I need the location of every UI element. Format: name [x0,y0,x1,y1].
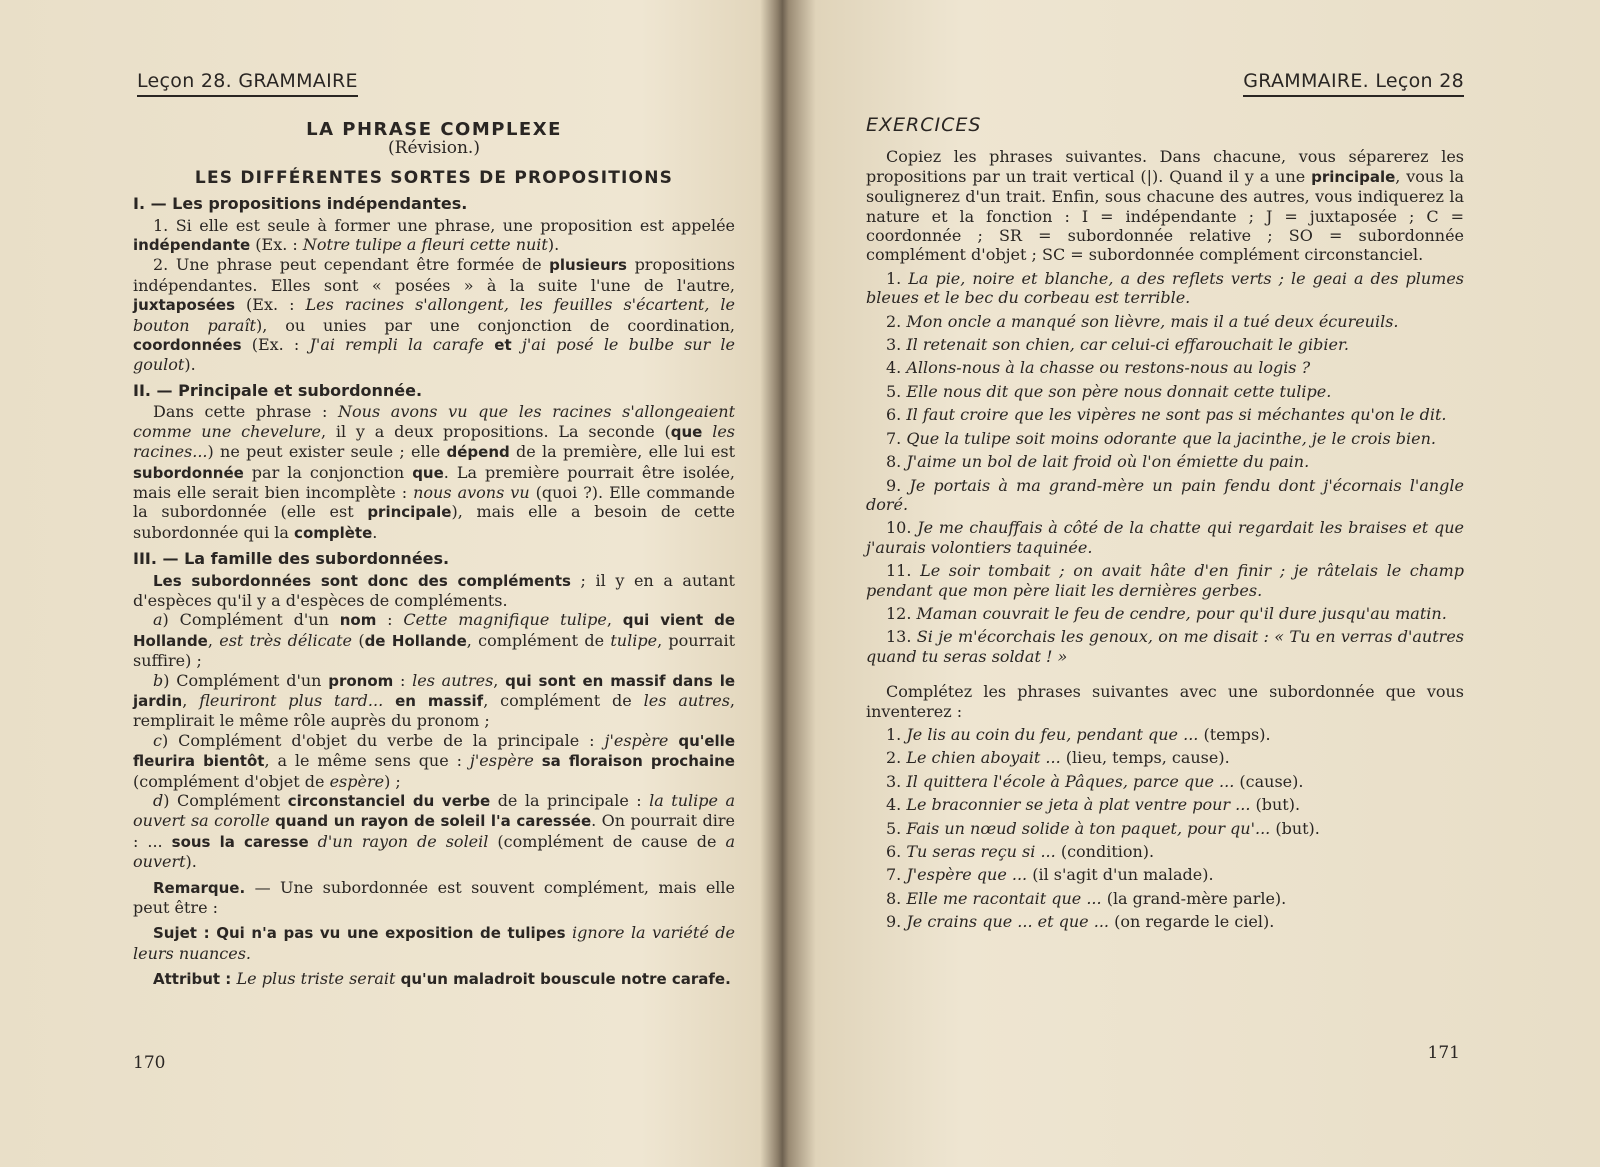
running-head-left: Leçon 28. GRAMMAIRE [137,70,358,97]
item-b-complement-pronom: b) Complément d'un pronom : les autres, qui sont en massif dans le jardin, fleuriront plus tard... en massif, complément de les autres, remplirait le même rôle auprès du pronom ; [133,670,736,731]
item-number: 5. [886,818,902,838]
item-number: 12. [886,603,912,623]
item-text: Elle me racontait que ... [906,888,1102,908]
exercise2-instructions: Complétez les phrases suivantes avec une subordonnée que vous inventerez : [866,682,1464,721]
item-hint: (cause). [1234,771,1304,791]
right-page-body [866,116,1464,932]
item-hint: (il s'agit d'un malade). [1027,865,1214,885]
list-item [866,912,1464,931]
item-number: 4. [886,358,902,378]
item-text: Il quittera l'école à Pâques, parce que ... [906,771,1235,791]
paragraph-subordonnees-intro: Les subordonnées sont donc des compléments ; il y en a autant d'espèces qu'il y a d'espèces de compléments. [133,570,735,610]
item-number: 13. [886,627,912,647]
section-heading-1: I. — Les propositions indépendantes. [133,194,468,214]
list-item [866,476,1464,515]
list-item [866,312,1464,331]
remarque: Remarque. — Une subordonnée est souvent complément, mais elle peut être : [133,877,735,918]
item-text: Maman couvrait le feu de cendre, pour qu'il dure jusqu'au matin. [916,603,1447,623]
list-item [866,748,1464,767]
item-number: 6. [886,405,902,425]
list-item [866,429,1464,448]
example-sujet: Sujet : Qui n'a pas vu une exposition de tulipes ignore la variété de leurs nuances. [133,923,736,963]
item-text: Le chien aboyait ... [906,748,1061,768]
item-number: 3. [886,335,902,355]
item-number: 6. [886,842,902,861]
item-number: 3. [886,771,902,791]
item-number: 2. [886,748,902,768]
item-number: 2. [886,311,902,331]
item-number: 5. [886,381,902,401]
item-number: 1. [886,268,902,288]
item-text: J'aime un bol de lait froid où l'on émiette du pain. [906,452,1310,472]
page-number-right: 171 [1427,1043,1460,1063]
item-number: 4. [886,795,902,815]
lesson-subtitle: (Révision.) [388,138,480,159]
item-number: 8. [886,452,902,472]
item-number: 1. [886,724,902,744]
list-item [866,627,1464,666]
list-item [866,518,1464,557]
page-number-left: 170 [133,1053,166,1073]
right-page [866,0,1464,1167]
item-a-complement-nom: a) Complément d'un nom : Cette magnifique tulipe, qui vient de Hollande, est très délicate (de Hollande, complément de tulipe, pourrait suffire) ; [133,610,736,671]
list-item [866,772,1464,791]
list-item [866,725,1464,744]
item-text: La pie, noire et blanche, a des reflets verts ; le geai a des plumes bleues et le bec du corbeau est terrible. [866,268,1464,308]
item-text: Je crains que ... et que ... [906,912,1109,932]
exercise2-list [866,725,1464,932]
list-item [866,604,1464,623]
item-text: Fais un nœud solide à ton paquet, pour qu'... [906,818,1271,838]
exercise1-list [866,269,1464,666]
item-hint: (but). [1250,795,1301,815]
list-item [866,405,1464,424]
item-text: Je lis au coin du feu, pendant que ... [906,724,1199,744]
paragraph-independante: 1. Si elle est seule à former une phrase, une proposition est appelée indépendante (Ex. : Notre tulipe a fleuri cette nuit). [133,215,735,255]
item-hint: (on regarde le ciel). [1108,912,1275,932]
item-text: Le soir tombait ; on avait hâte d'en finir ; je râtelais le champ pendant que mon père liait les dernières gerbes. [866,561,1464,600]
list-item [866,889,1464,908]
item-number: 7. [886,865,902,885]
section-heading-2: II. — Principale et subordonnée. [133,380,423,400]
item-text: Allons-nous à la chasse ou restons-nous au logis ? [906,358,1311,378]
item-text: Si je m'écorchais les genoux, on me disait : « Tu en verras d'autres quand tu seras soldat ! » [866,627,1464,666]
paragraph-principale: Dans cette phrase : Nous avons vu que les racines s'allongeaient comme une chevelure, il y a deux propositions. La seconde (que les racines...) ne peut exister seule ; elle dépend de la première, elle lui est subordonnée par la conjonction que. La première pourrait être isolée, mais elle serait bien incomplète : nous avons vu (quoi ?). Elle commande la subordonnée (elle est principale), mais elle a besoin de cette subordonnée qui la complète. [133,402,736,542]
item-text: J'espère que ... [906,865,1028,885]
list-item [866,382,1464,401]
item-text: Je portais à ma grand-mère un pain fendu dont j'écornais l'angle doré. [866,475,1464,514]
item-hint: (but). [1270,818,1320,838]
list-item [866,358,1464,377]
list-item [866,842,1464,861]
item-text: Que la tulipe soit moins odorante que la jacinthe, je le crois bien. [906,428,1436,448]
left-page [133,0,735,1167]
item-text: Mon oncle a manqué son lièvre, mais il a tué deux écureuils. [906,311,1399,331]
item-hint: (temps). [1198,724,1271,744]
section-heading-3: III. — La famille des subordonnées. [133,549,450,569]
item-text: Il retenait son chien, car celui-ci effarouchait le gibier. [906,335,1349,355]
item-number: 7. [886,428,902,448]
left-page-body [133,120,735,990]
paragraph-juxtaposees: 2. Une phrase peut cependant être formée de plusieurs propositions indépendantes. Elles sont « posées » à la suite l'une de l'autre, juxtaposées (Ex. : Les racines s'allongent, les feuilles s'écartent, le bouton paraît), ou unies par une conjonction de coordination, coordonnées (Ex. : J'ai rempli la carafe et j'ai posé le bulbe sur le goulot). [133,255,736,375]
list-item [866,335,1464,354]
exercise1-instructions: Copiez les phrases suivantes. Dans chacune, vous séparerez les propositions par un trait vertical (|). Quand il y a une principale, vous la soulignerez d'un trait. Enfin, sous chacune des autres, vous indiquerez la nature et la fonction : I = indépendante ; J = juxtaposée ; C = coordonnée ; SR = subordonnée relative ; SO = subordonnée complément d'objet ; SC = subordonnée complément circonstanciel. [866,147,1464,265]
item-hint: (condition). [1055,842,1155,861]
list-item [866,795,1464,814]
item-text: Je me chauffais à côté de la chatte qui regardait les braises et que j'aurais volontiers taquinée. [866,518,1464,557]
exercices-title: EXERCICES [866,114,982,136]
item-d-complement-circonstanciel: d) Complément circonstanciel du verbe de la principale : la tulipe a ouvert sa corolle quand un rayon de soleil l'a caressée. On pourrait dire : ... sous la caresse d'un rayon de soleil (complément de cause de a ouvert). [133,791,736,872]
item-hint: (la grand-mère parle). [1101,888,1287,908]
item-number: 9. [886,912,902,932]
list-item [866,819,1464,838]
item-number: 9. [886,475,902,495]
item-text: Elle nous dit que son père nous donnait cette tulipe. [906,381,1332,401]
item-c-complement-objet: c) Complément d'objet du verbe de la principale : j'espère qu'elle fleurira bientôt, a le même sens que : j'espère sa floraison prochaine (complément d'objet de espère) ; [133,730,735,791]
list-item [866,561,1464,600]
example-attribut: Attribut : Le plus triste serait qu'un maladroit bouscule notre carafe. [153,969,731,989]
item-text: Le braconnier se jeta à plat ventre pour ... [906,795,1251,815]
list-item [866,269,1464,308]
item-hint: (lieu, temps, cause). [1060,748,1230,768]
item-text: Tu seras reçu si ... [906,842,1056,861]
running-head-right: GRAMMAIRE. Leçon 28 [1243,70,1464,97]
list-item [866,452,1464,471]
item-number: 8. [886,888,902,908]
item-text: Il faut croire que les vipères ne sont pas si méchantes qu'on le dit. [906,405,1447,425]
item-number: 11. [886,561,912,581]
item-number: 10. [886,518,912,538]
list-item [866,865,1464,884]
lesson-title: LA PHRASE COMPLEXE [306,119,562,140]
section-title: LES DIFFÉRENTES SORTES DE PROPOSITIONS [194,167,674,188]
